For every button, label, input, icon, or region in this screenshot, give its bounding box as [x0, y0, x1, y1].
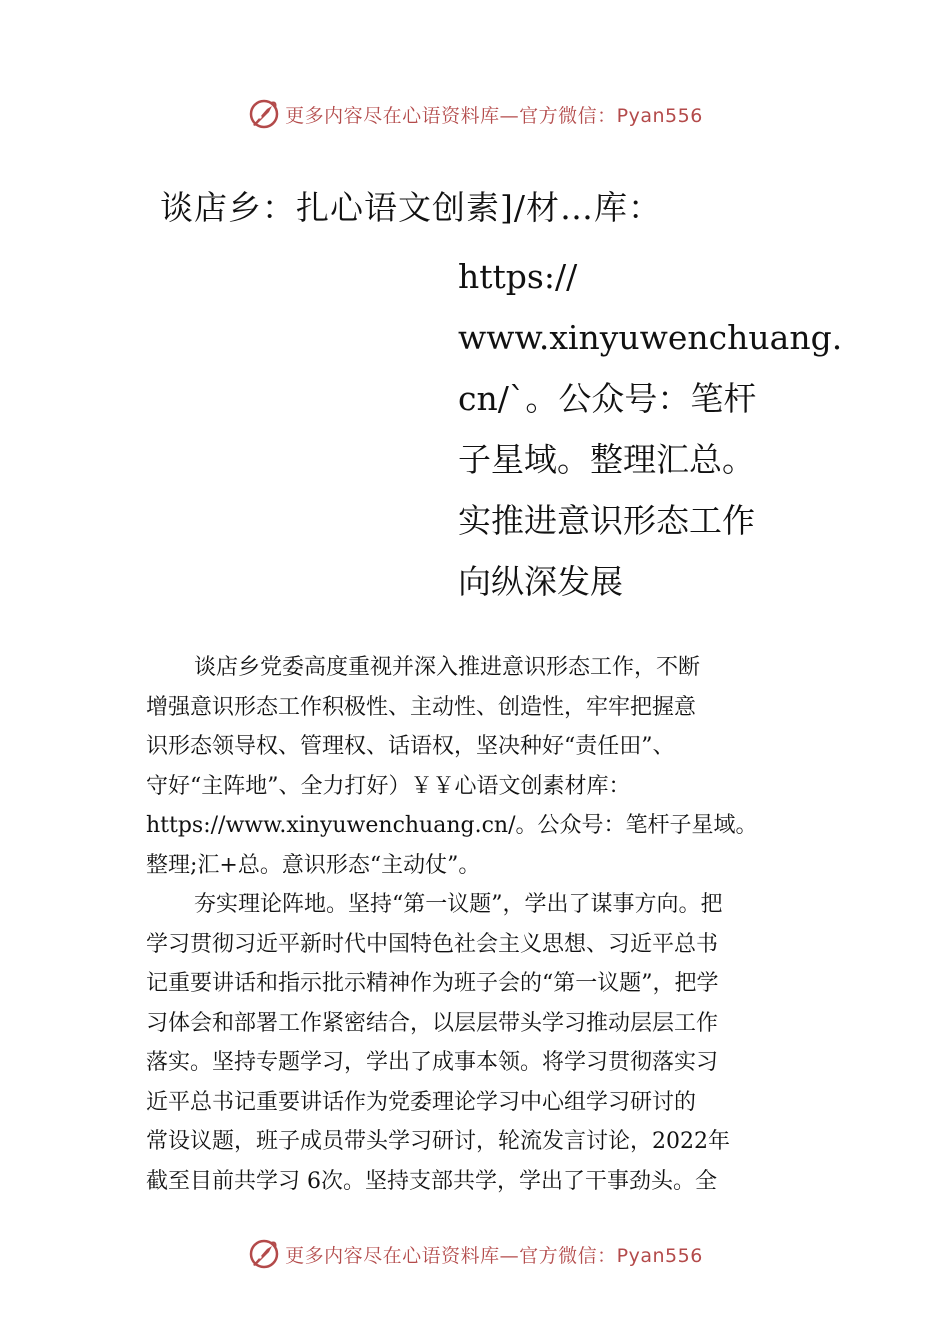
banner-label: 更多内容尽在心语资料库—官方微信： [285, 104, 617, 127]
wechat-id: Pyan556 [616, 1244, 703, 1267]
pen-nib-logo-icon [247, 1237, 281, 1271]
header-banner [0, 94, 950, 134]
title-line: https:// [458, 257, 578, 296]
body-line: 记重要讲话和指示批示精神作为班子会的“第一议题”，把学 [146, 971, 719, 996]
body-line: 常设议题，班子成员带头学习研讨，轮流发言讨论，2022年 [146, 1129, 730, 1154]
pen-nib-logo-icon [247, 97, 281, 131]
body-line: 习体会和部署工作紧密结合，以层层带头学习推动层层工作 [146, 1010, 719, 1036]
body-line: https://www.xinyuwenchuang.cn/。公众号：笔杆子星域。 [146, 813, 758, 838]
title-line: cn/`。公众号：笔杆 [458, 379, 757, 418]
body-line: 增强意识形态工作积极性、主动性、创造性，牢牢把握意 [146, 694, 697, 720]
body-line: 守好“主阵地”、全力打好）￥￥心语文创素材库： [146, 773, 631, 799]
banner-text [285, 1241, 703, 1268]
article-body [146, 648, 810, 1201]
title-line: 实推进意识形态工作 [458, 501, 755, 540]
body-line: 识形态领导权、管理权、话语权，坚决种好“责任田”、 [146, 734, 675, 759]
body-line: 学习贯彻习近平新时代中国特色社会主义思想、习近平总书 [146, 931, 719, 957]
banner-text [285, 101, 703, 128]
title-line: www.xinyuwenchuang. [458, 318, 843, 357]
footer-banner [0, 1234, 950, 1274]
body-line: 夯实理论阵地。坚持“第一议题”，学出了谋事方向。把 [194, 892, 723, 917]
wechat-id: Pyan556 [616, 104, 703, 127]
body-line: 近平总书记重要讲话作为党委理论学习中心组学习研讨的 [146, 1089, 697, 1115]
title-line: 向纵深发展 [458, 562, 623, 601]
body-line: 谈店乡党委高度重视并深入推进意识形态工作，不断 [194, 655, 701, 680]
body-line: 整理;汇+总。意识形态“主动仗”。 [146, 852, 481, 878]
title-continuation [458, 246, 843, 612]
title-line: 子星域。整理汇总。 [458, 440, 755, 479]
body-line: 截至目前共学习 6次。坚持支部共学，学出了干事劲头。全 [146, 1168, 717, 1194]
body-line: 落实。坚持专题学习，学出了成事本领。将学习贯彻落实习 [146, 1050, 719, 1075]
page-title: 谈店乡：扎心语文创素]/材…库： [160, 188, 662, 227]
banner-label: 更多内容尽在心语资料库—官方微信： [285, 1244, 617, 1267]
